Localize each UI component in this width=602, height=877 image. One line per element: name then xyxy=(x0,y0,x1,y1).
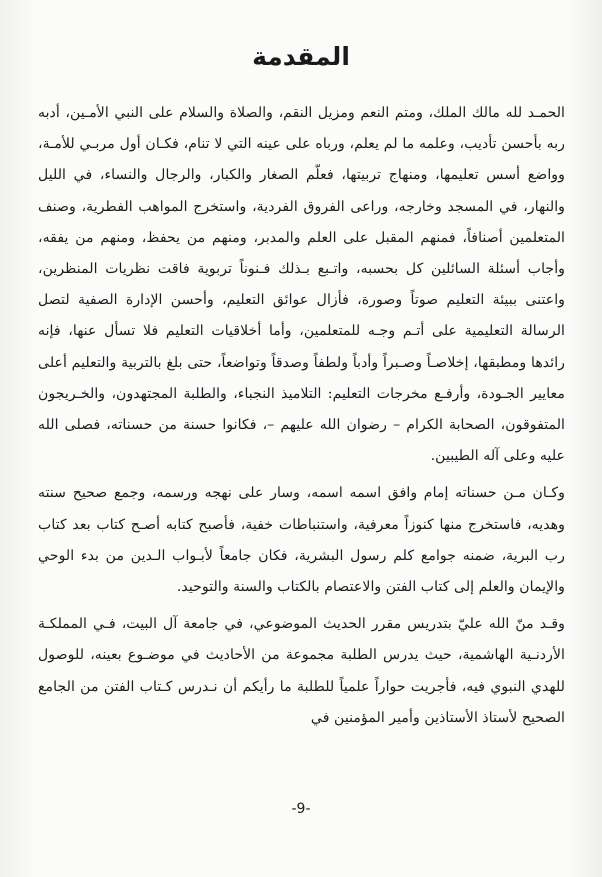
body-text xyxy=(38,98,565,734)
paragraph-2: وكـان مـن حسناته إمام وافق اسمه اسمه، وسار على نهجه ورسمه، وجمع صحيح سنته وهديه، فاستخرج منها كنوزاً معرفية، واستنباطات خفية، فأصبح كتابه أصـح كتاب بعد كتاب رب البرية، ضمنه جوامع كلم رسول البشرية، فكان جامعاً لأبـواب الـدين من بدء الوحي والإيمان والعلم إلى كتاب الفتن والاعتصام بالكتاب والسنة والتوحيد. xyxy=(38,485,565,596)
paragraph-1: الحمـد لله مالك الملك، ومتم النعم ومزيل النقم، والصلاة والسلام على النبي الأمـين، أدبه ربه بأحسن تأديب، وعلمه ما لم يعلم، ورباه على عينه التي لا تنام، فكـان أول مربـي للأمـة، وواضع أسس تعليمها، ومنهاج تربيتها، فعلّم الصغار والكبار، والرجال والنساء، في الليل والنهار، في المسجد وخارجه، وراعى الفروق الفردية، واستخرج المواهب الفطرية، وصنف المتعلمين أصنافاً، فمنهم المقبل على العلم والمدبر، ومنهم من يحفظ، ومنهم من يفقه، وأجاب أسئلة السائلين كل بحسبه، واتـبع بـذلك فـنوناً تربوية فاقت نظريات المنظرين، واعتنى ببيئة التعليم صوتاً وصورة، فأزال عوائق التعليم، وأحسن الإدارة الصفية لتصل الرسالة التعليمية على أتـم وجـه للمتعلمين، وأما أخلاقيات التعليم فلا تسأل عنها، فإنه رائدها ومطبقها، إخلاصـاً وصـبراً وأدباً ولطفاً وصدقاً وتواضعاً، حتى بلغ بالتربية والتعليم أعلى معايير الجـودة، وأرفـع مخرجات التعليم: التلاميذ النجباء، والطلبة المجتهدون، والخـريجون المتفوقون، الصحابة الكرام – رضوان الله عليهم –، فكانوا حسنة من حسناته، فصلى الله عليه وعلى آله الطيبين. xyxy=(38,105,565,465)
paragraph-3: وقـد منّ الله عليّ بتدريس مقرر الحديث الموضوعي، في جامعة آل البيت، فـي المملكـة الأردنـية الهاشمية، حيث يدرس الطلبة مجموعة من الأحاديث في موضـوع بعينه، للوصول للهدي النبوي فيه، فأجريت حواراً علمياً للطلبة ما رأيكم أن نـدرس كـتاب الفتن من الجامع الصحيح لأستاذ الأستاذين وأمير المؤمنين في xyxy=(38,616,565,726)
page-title: المقدمة xyxy=(252,42,350,71)
page-number: -9- xyxy=(291,801,311,817)
